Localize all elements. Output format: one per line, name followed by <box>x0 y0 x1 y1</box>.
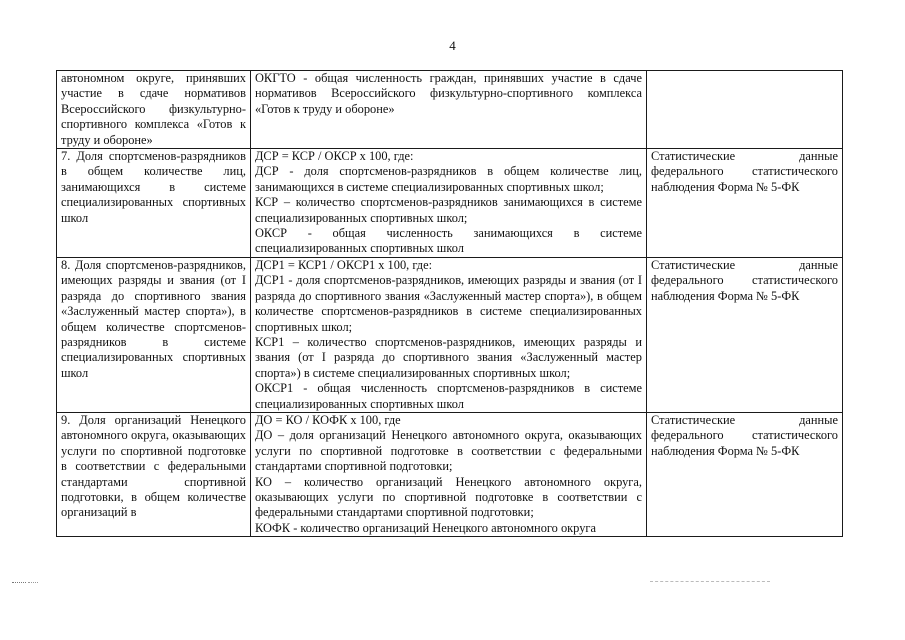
method-text <box>255 71 642 117</box>
source-cell: Статистические данные федерального статистического наблюдения Форма № 5-ФК <box>646 257 842 412</box>
source-cell: Статистические данные федерального статистического наблюдения Форма № 5-ФК <box>646 149 842 258</box>
method-text <box>255 149 642 257</box>
scan-artifact <box>28 582 38 583</box>
table-row <box>57 71 843 149</box>
method-line: ДСР1 - доля спортсменов-разрядников, имеющих разряды и звания (от I разряда до спортивного звания «Заслуженный мастер спорта»), в общем количестве спортсменов-разрядников в системе специализированных спортивных школ; <box>254 273 642 334</box>
method-line: КО – количество организаций Ненецкого автономного округа, оказывающих услуги по спортивной подготовке в соответствии с федеральными стандартами спортивной подготовки; <box>254 474 642 520</box>
method-cell <box>250 71 646 149</box>
indicator-cell: автономном округе, принявших участие в сдаче нормативов Всероссийского физкультурно-спортивного комплекса «Готов к труду и обороне» <box>57 71 251 149</box>
indicator-cell: 8. Доля спортсменов-разрядников, имеющих разряды и звания (от I разряда до спортивного звания «Заслуженный мастер спорта»), в общем количестве спортсменов-разрядников в системе специализированных спортивных школ <box>57 257 251 412</box>
method-cell <box>250 412 646 536</box>
method-line: ОКСР - общая численность занимающихся в системе специализированных спортивных школ <box>254 226 642 256</box>
method-line: ДО = КО / КОФК х 100, где <box>254 412 401 427</box>
method-line: ДСР1 = КСР1 / ОКСР1 х 100, где: <box>254 257 433 272</box>
method-line: ДСР = КСР / ОКСР х 100, где: <box>254 149 414 164</box>
method-text <box>255 258 642 412</box>
source-cell <box>646 71 842 149</box>
table-row <box>57 257 843 412</box>
page-number: 4 <box>449 38 456 53</box>
method-line: КСР – количество спортсменов-разрядников занимающихся в системе специализированных спортивных школ; <box>254 195 642 225</box>
indicator-cell: 9. Доля организаций Ненецкого автономного округа, оказывающих услуги по спортивной подготовке в соответствии с федеральными стандартами спортивной подготовки, в общем количестве организаций в <box>57 412 251 536</box>
method-line: ОКГТО - общая численность граждан, принявших участие в сдаче нормативов Всероссийского физкультурно-спортивного комплекса «Готов к труду и обороне» <box>254 71 642 116</box>
method-line: ОКСР1 - общая численность спортсменов-разрядников в системе специализированных спортивных школ <box>254 381 642 411</box>
table-row <box>57 149 843 258</box>
method-text <box>255 413 642 536</box>
method-line: ДСР - доля спортсменов-разрядников в общем количестве лиц, занимающихся в системе специализированных спортивных школ; <box>254 164 642 194</box>
method-line: КСР1 – количество спортсменов-разрядников, имеющих разряды и звания (от I разряда до спортивного звания «Заслуженный мастер спорта») в системе специализированных спортивных школ; <box>254 334 642 380</box>
method-line: ДО – доля организаций Ненецкого автономного округа, оказывающих услуги по спортивной подготовке в соответствии с федеральными стандартами спортивной подготовки; <box>254 428 642 474</box>
method-cell <box>250 257 646 412</box>
indicator-cell: 7. Доля спортсменов-разрядников в общем количестве лиц, занимающихся в системе специализированных спортивных школ <box>57 149 251 258</box>
source-cell: Статистические данные федерального статистического наблюдения Форма № 5-ФК <box>646 412 842 536</box>
table-row <box>57 412 843 536</box>
indicators-table <box>56 70 843 537</box>
scan-artifact <box>650 581 770 582</box>
scan-artifact <box>12 582 26 583</box>
method-line: КОФК - количество организаций Ненецкого автономного округа <box>254 520 596 535</box>
method-cell <box>250 149 646 258</box>
